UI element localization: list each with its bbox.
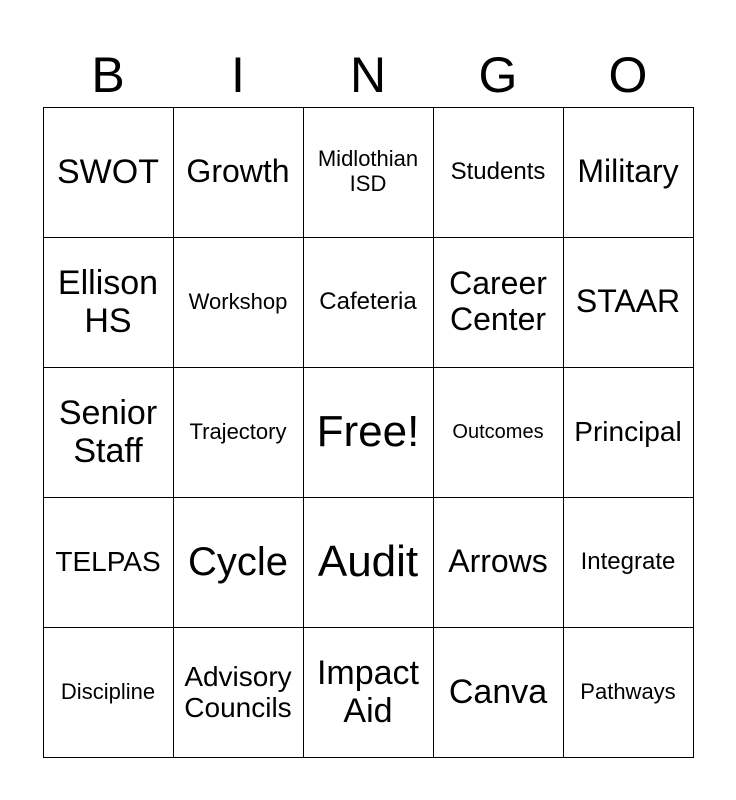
bingo-cell[interactable]: Advisory Councils	[173, 627, 304, 758]
bingo-cell[interactable]: SWOT	[43, 107, 174, 238]
header-letter-o: O	[608, 47, 648, 103]
bingo-cell[interactable]: TELPAS	[43, 497, 174, 628]
header-letter-g: G	[478, 47, 518, 103]
bingo-cell[interactable]: Principal	[563, 367, 694, 498]
header-letter-i: I	[231, 47, 245, 103]
bingo-cell[interactable]: Impact Aid	[303, 627, 434, 758]
bingo-cell[interactable]: Arrows	[433, 497, 564, 628]
bingo-cell[interactable]: Outcomes	[433, 367, 564, 498]
bingo-cell[interactable]: Midlothian ISD	[303, 107, 434, 238]
bingo-cell[interactable]: Students	[433, 107, 564, 238]
bingo-grid	[43, 107, 693, 757]
bingo-cell[interactable]: Senior Staff	[43, 367, 174, 498]
header-letter-n: N	[349, 47, 387, 103]
bingo-cell[interactable]: Canva	[433, 627, 564, 758]
bingo-cell[interactable]: Cycle	[173, 497, 304, 628]
bingo-cell[interactable]: Ellison HS	[43, 237, 174, 368]
bingo-header	[43, 42, 693, 108]
bingo-cell[interactable]: Discipline	[43, 627, 174, 758]
bingo-cell[interactable]: Career Center	[433, 237, 564, 368]
bingo-cell[interactable]: Pathways	[563, 627, 694, 758]
bingo-cell[interactable]: Workshop	[173, 237, 304, 368]
bingo-cell[interactable]: Military	[563, 107, 694, 238]
bingo-cell[interactable]: Growth	[173, 107, 304, 238]
bingo-cell[interactable]: Audit	[303, 497, 434, 628]
bingo-cell[interactable]: Integrate	[563, 497, 694, 628]
bingo-cell[interactable]: Cafeteria	[303, 237, 434, 368]
header-letter-b: B	[91, 47, 125, 103]
bingo-cell[interactable]: STAAR	[563, 237, 694, 368]
bingo-cell[interactable]: Trajectory	[173, 367, 304, 498]
free-space[interactable]: Free!	[303, 367, 434, 498]
